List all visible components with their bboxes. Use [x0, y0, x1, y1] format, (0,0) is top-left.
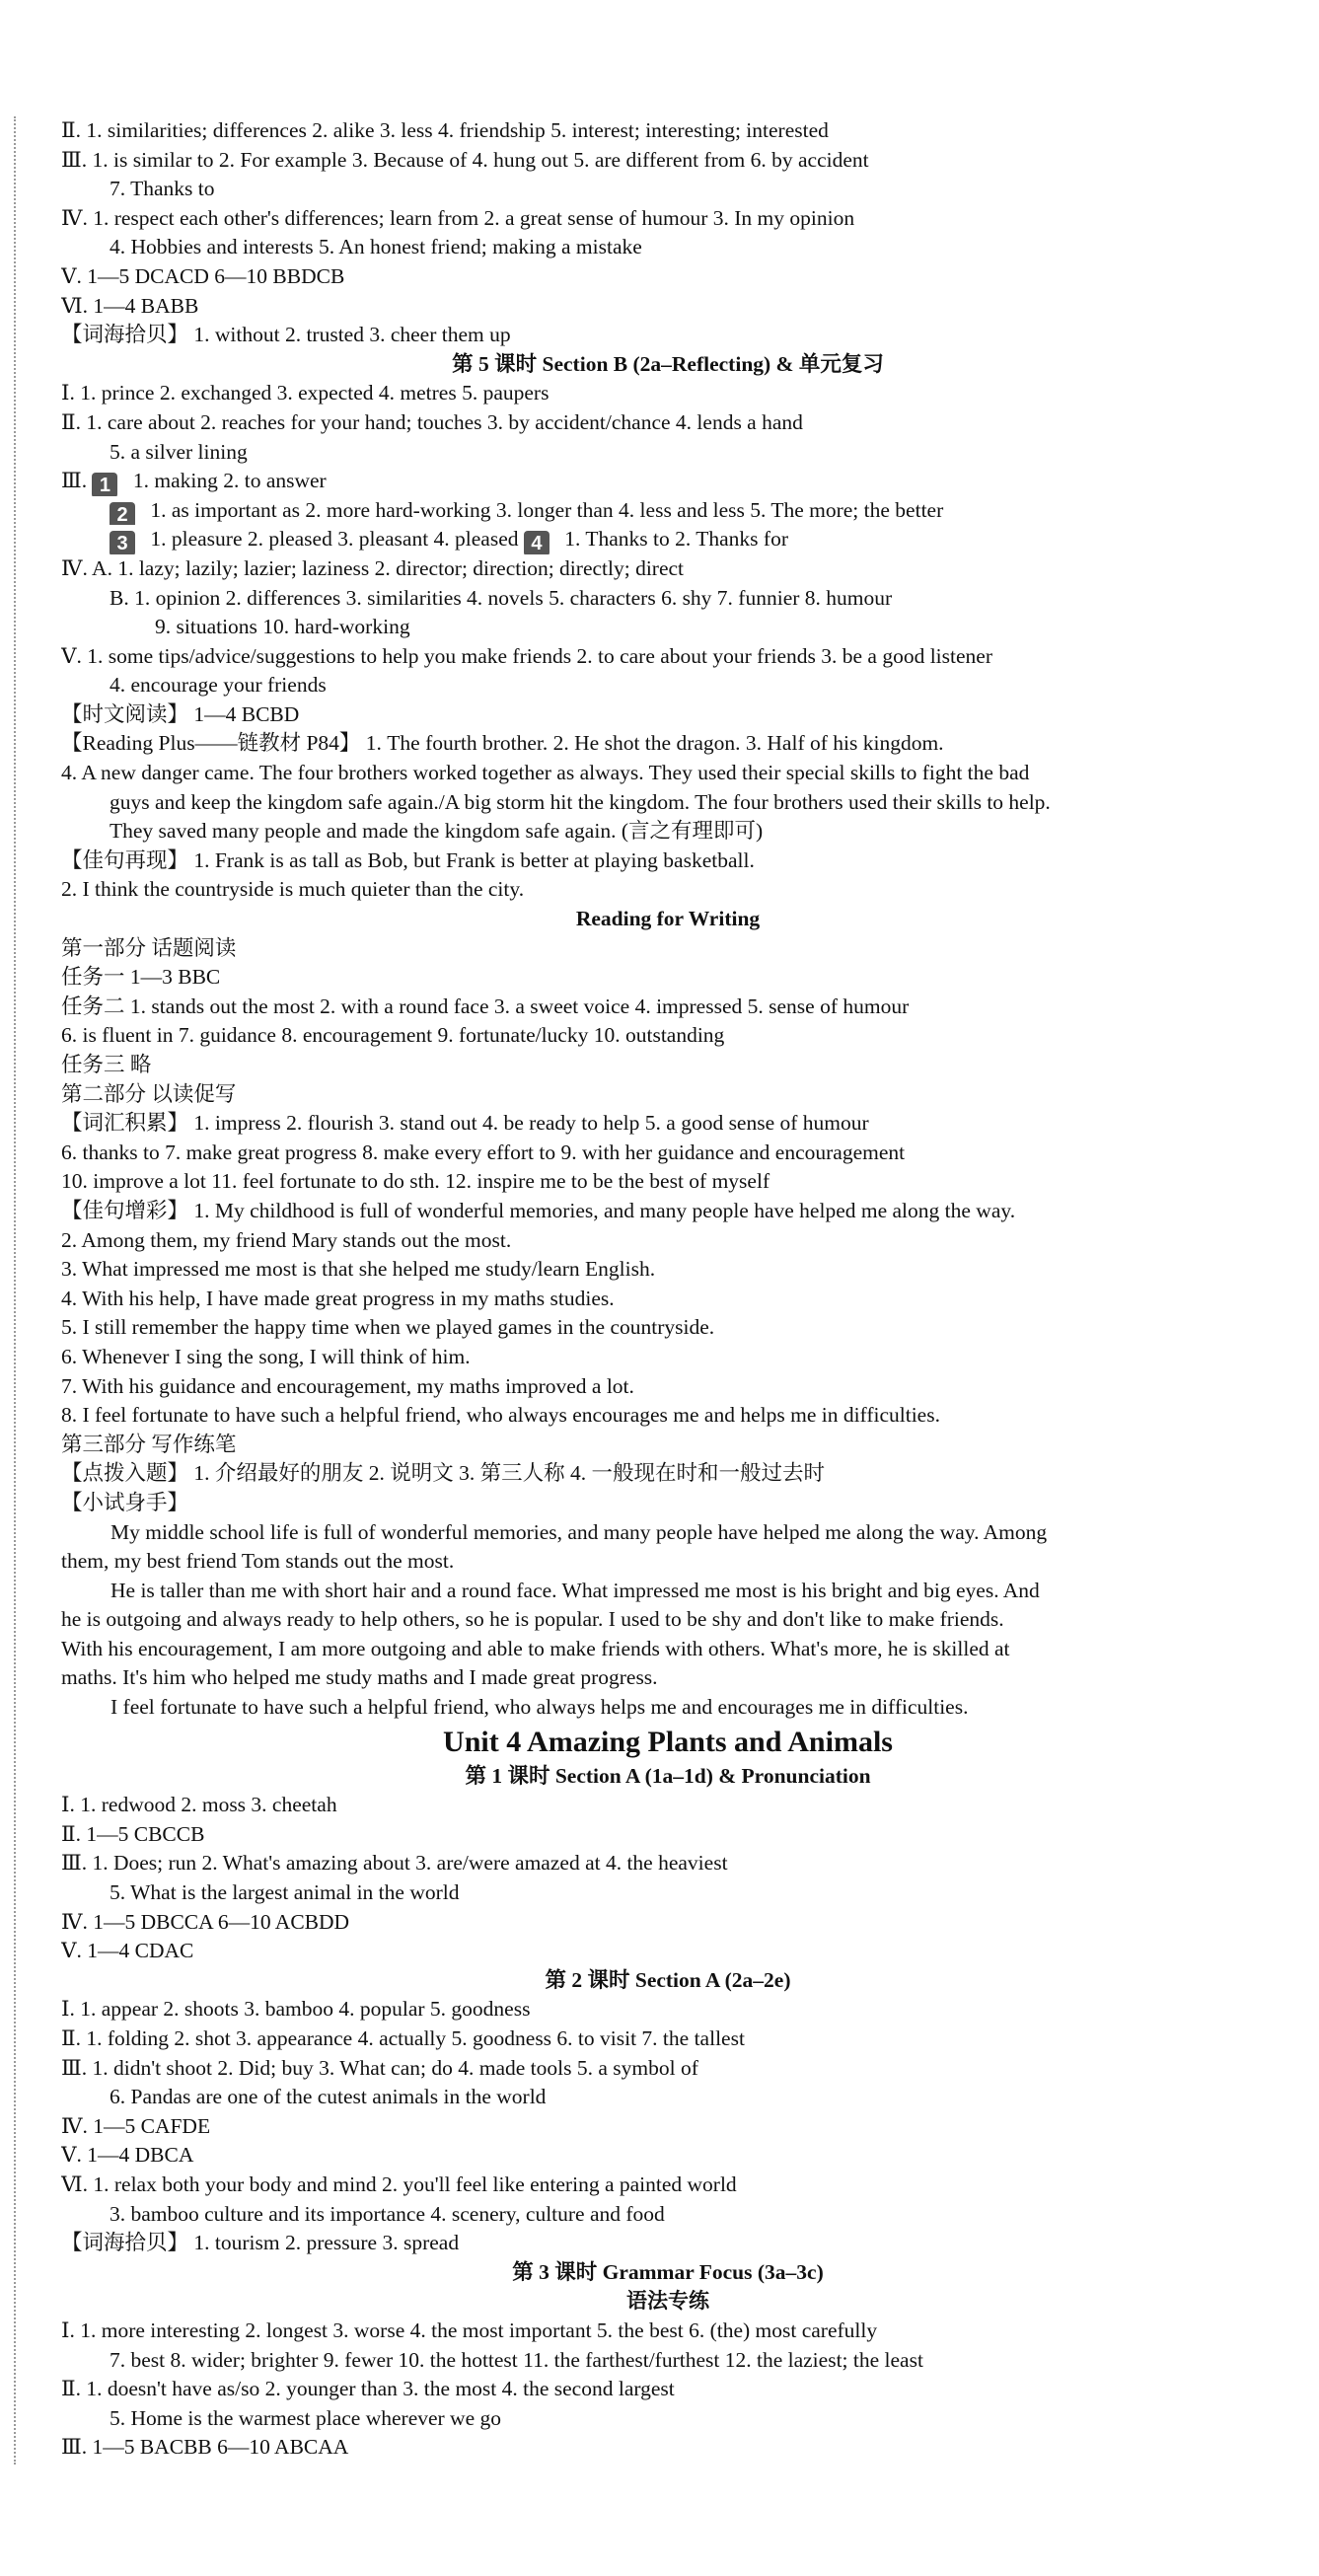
answer-line: 4. Hobbies and interests 5. An honest friend; making a mistake: [110, 235, 642, 259]
answer-line: Ⅲ. 1. is similar to 2. For example 3. Because of 4. hung out 5. are different from 6. by accident: [61, 147, 869, 172]
answer-line: 5. What is the largest animal in the world: [110, 1880, 460, 1905]
answer-line: Ⅳ. A. 1. lazy; lazily; lazier; laziness 2. director; direction; directly; direct: [61, 555, 685, 580]
answer-line: 【词汇积累】 1. impress 2. flourish 3. stand out 4. be ready to help 5. a good sense of humour: [61, 1111, 869, 1136]
answer-line: 10. improve a lot 11. feel fortunate to do sth. 12. inspire me to be the best of myself: [61, 1169, 770, 1194]
answer-line: 2. I think the countryside is much quieter than the city.: [61, 877, 525, 902]
answer-line: My middle school life is full of wonderful memories, and many people have helped me along the way. Among: [110, 1519, 1048, 1544]
answer-line: 9. situations 10. hard-working: [155, 615, 410, 639]
answer-line: 5. Home is the warmest place wherever we go: [110, 2405, 502, 2430]
answer-line: Ⅳ. 1—5 CAFDE: [61, 2113, 211, 2138]
answer-line: 【时文阅读】 1—4 BCBD: [61, 701, 300, 726]
answer-line: maths. It's him who helped me study maths and I made great progress.: [61, 1665, 658, 1690]
section-heading: Unit 4 Amazing Plants and Animals: [443, 1725, 893, 1758]
answer-line: Ⅲ. 1. didn't shoot 2. Did; buy 3. What can; do 4. made tools 5. a symbol of: [61, 2055, 698, 2080]
answer-key-page: [61, 116, 1275, 2463]
answer-line: them, my best friend Tom stands out the most.: [61, 1549, 455, 1574]
answer-line: 3. What impressed me most is that she helped me study/learn English.: [61, 1257, 656, 1282]
section-heading: Reading for Writing: [575, 907, 761, 931]
answer-line: Ⅱ. 1. folding 2. shot 3. appearance 4. actually 5. goodness 6. to visit 7. the tallest: [61, 2026, 745, 2050]
number-box-icon: 1: [92, 473, 117, 496]
answer-line: 6. is fluent in 7. guidance 8. encouragement 9. fortunate/lucky 10. outstanding: [61, 1023, 725, 1048]
answer-line: Ⅰ. 1. prince 2. exchanged 3. expected 4. metres 5. paupers: [61, 381, 550, 405]
answer-line: he is outgoing and always ready to help others, so he is popular. I used to be shy and don't like to make friends.: [61, 1607, 1004, 1632]
answer-line: Ⅴ. 1—4 DBCA: [61, 2143, 194, 2168]
margin-dotted-line: [14, 116, 16, 2465]
answer-line: 【佳句再现】 1. Frank is as tall as Bob, but Frank is better at playing basketball.: [61, 847, 755, 872]
number-box-icon: 2: [110, 502, 135, 526]
answer-line: Ⅴ. 1. some tips/advice/suggestions to help you make friends 2. to care about your friends 3. be a good listener: [61, 643, 992, 668]
answer-line: 7. best 8. wider; brighter 9. fewer 10. the hottest 11. the farthest/furthest 12. the laziest; the least: [110, 2347, 923, 2372]
answer-line: Ⅲ. 1. Does; run 2. What's amazing about 3. are/were amazed at 4. the heaviest: [61, 1851, 728, 1876]
answer-line: 【佳句增彩】 1. My childhood is full of wonderful memories, and many people have helped me along the way.: [61, 1198, 1016, 1222]
answer-line: Ⅲ. 1—5 BACBB 6—10 ABCAA: [61, 2435, 349, 2460]
answer-line: Ⅱ. 1—5 CBCCB: [61, 1821, 205, 1846]
answer-line: 3 1. pleasure 2. pleased 3. pleasant 4. pleased 4 1. Thanks to 2. Thanks for: [61, 525, 1275, 554]
section-heading: 语法专练: [626, 2289, 709, 2314]
answer-line: 6. thanks to 7. make great progress 8. make every effort to 9. with her guidance and encouragement: [61, 1140, 906, 1164]
answer-line: Ⅱ. 1. doesn't have as/so 2. younger than 3. the most 4. the second largest: [61, 2377, 675, 2401]
answer-line: 8. I feel fortunate to have such a helpful friend, who always encourages me and helps me in difficulties.: [61, 1403, 940, 1428]
section-heading: 第 3 课时 Grammar Focus (3a–3c): [512, 2259, 824, 2284]
answer-line: Ⅵ. 1. relax both your body and mind 2. you'll feel like entering a painted world: [61, 2171, 737, 2196]
answer-line: 5. I still remember the happy time when we played games in the countryside.: [61, 1315, 715, 1340]
answer-line: 7. With his guidance and encouragement, my maths improved a lot.: [61, 1373, 634, 1398]
answer-line: 2. Among them, my friend Mary stands out the most.: [61, 1227, 512, 1252]
answer-line: 【Reading Plus——链教材 P84】 1. The fourth brother. 2. He shot the dragon. 3. Half of his kingdom.: [61, 731, 944, 756]
answer-line: 2 1. as important as 2. more hard-working 3. longer than 4. less and less 5. The more; the better: [61, 496, 1275, 526]
answer-line: They saved many people and made the kingdom safe again. (言之有理即可): [110, 819, 764, 844]
answer-line: 6. Pandas are one of the cutest animals in the world: [110, 2085, 547, 2109]
answer-line: Ⅱ. 1. care about 2. reaches for your hand; touches 3. by accident/chance 4. lends a hand: [61, 409, 803, 434]
answer-line: 第三部分 写作练笔: [61, 1432, 237, 1456]
section-heading: 第 2 课时 Section A (2a–2e): [545, 1967, 791, 1992]
section-heading: 第 1 课时 Section A (1a–1d) & Pronunciation: [465, 1763, 871, 1788]
answer-line: B. 1. opinion 2. differences 3. similarities 4. novels 5. characters 6. shy 7. funnier 8. humour: [110, 585, 893, 610]
answer-line: 第一部分 话题阅读: [61, 935, 237, 960]
answer-line: With his encouragement, I am more outgoing and able to make friends with others. What's more, he is skilled at: [61, 1636, 1010, 1660]
answer-line: 4. With his help, I have made great progress in my maths studies.: [61, 1286, 615, 1310]
answer-line: 5. a silver lining: [110, 439, 248, 464]
answer-line: Ⅲ. 1 1. making 2. to answer: [61, 467, 1275, 496]
answer-line: Ⅴ. 1—4 CDAC: [61, 1939, 194, 1963]
answer-line: Ⅴ. 1—5 DCACD 6—10 BBDCB: [61, 263, 345, 288]
answer-line: 3. bamboo culture and its importance 4. scenery, culture and food: [110, 2201, 665, 2226]
answer-line: Ⅵ. 1—4 BABB: [61, 293, 199, 318]
answer-line: 6. Whenever I sing the song, I will think of him.: [61, 1344, 471, 1368]
answer-line: 【词海拾贝】 1. tourism 2. pressure 3. spread: [61, 2231, 460, 2255]
answer-line: Ⅳ. 1. respect each other's differences; learn from 2. a great sense of humour 3. In my opinion: [61, 205, 855, 230]
answer-line: Ⅰ. 1. redwood 2. moss 3. cheetah: [61, 1793, 337, 1817]
number-box-icon: 3: [110, 531, 135, 554]
answer-line: 【点拨入题】 1. 介绍最好的朋友 2. 说明文 3. 第三人称 4. 一般现在时和一般过去时: [61, 1461, 826, 1486]
answer-line: 4. encourage your friends: [110, 673, 327, 698]
section-heading: 第 5 课时 Section B (2a–Reflecting) & 单元复习: [452, 351, 884, 376]
answer-line: Ⅰ. 1. more interesting 2. longest 3. worse 4. the most important 5. the best 6. (the) most carefully: [61, 2318, 878, 2342]
answer-line: 第二部分 以读促写: [61, 1081, 237, 1106]
answer-line: 任务一 1—3 BBC: [61, 965, 221, 990]
answer-line: 任务三 略: [61, 1053, 152, 1076]
answer-line: I feel fortunate to have such a helpful friend, who always helps me and encourages me in difficulties.: [110, 1695, 969, 1720]
answer-line: 7. Thanks to: [110, 177, 215, 201]
number-box-icon: 4: [524, 531, 550, 554]
answer-line: Ⅱ. 1. similarities; differences 2. alike 3. less 4. friendship 5. interest; interesting; interested: [61, 118, 829, 142]
answer-line: guys and keep the kingdom safe again./A big storm hit the kingdom. The four brothers used their skills to help.: [110, 789, 1051, 814]
answer-line: 任务二 1. stands out the most 2. with a round face 3. a sweet voice 4. impressed 5. sense of humour: [61, 994, 910, 1018]
answer-line: He is taller than me with short hair and a round face. What impressed me most is his bright and big eyes. And: [110, 1578, 1040, 1602]
answer-line: Ⅳ. 1—5 DBCCA 6—10 ACBDD: [61, 1909, 350, 1934]
answer-line: Ⅰ. 1. appear 2. shoots 3. bamboo 4. popular 5. goodness: [61, 1997, 531, 2022]
answer-line: 【词海拾贝】 1. without 2. trusted 3. cheer them up: [61, 323, 511, 347]
answer-line: 【小试身手】: [61, 1490, 189, 1514]
answer-line: 4. A new danger came. The four brothers worked together as always. They used their special skills to fight the bad: [61, 761, 1030, 785]
